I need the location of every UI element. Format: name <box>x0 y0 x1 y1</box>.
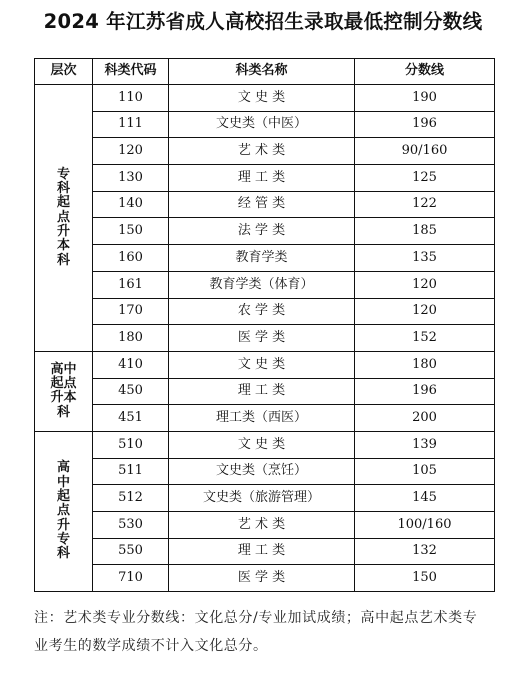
name-cell: 理 工 类 <box>169 378 355 405</box>
table-row <box>35 351 495 378</box>
table-row <box>35 138 495 165</box>
code-cell: 710 <box>93 565 169 592</box>
name-cell: 文史类（烹饪） <box>169 458 355 485</box>
score-cell: 152 <box>355 325 495 352</box>
table-row <box>35 431 495 458</box>
score-cell: 122 <box>355 191 495 218</box>
score-cell: 139 <box>355 431 495 458</box>
score-cell: 200 <box>355 405 495 432</box>
level-text-line: 点 <box>56 209 70 225</box>
score-cell: 100/160 <box>355 512 495 539</box>
name-cell: 文史类（中医） <box>169 111 355 138</box>
name-cell: 艺 术 类 <box>169 138 355 165</box>
score-cell: 125 <box>355 165 495 192</box>
name-cell: 医 学 类 <box>169 325 355 352</box>
level-text-line: 高 <box>56 460 70 476</box>
page-title: 2024 年江苏省成人高校招生录取最低控制分数线 <box>43 10 483 33</box>
score-cell: 120 <box>355 298 495 325</box>
table-row <box>35 538 495 565</box>
name-cell: 文史类（旅游管理） <box>169 485 355 512</box>
table-row <box>35 298 495 325</box>
name-cell: 理工类（西医） <box>169 405 355 432</box>
table-row <box>35 458 495 485</box>
name-cell: 教育学类 <box>169 245 355 272</box>
code-cell: 170 <box>93 298 169 325</box>
table-header-row <box>35 59 495 85</box>
code-cell: 161 <box>93 271 169 298</box>
level-text-line: 起 <box>56 195 70 211</box>
table-row <box>35 512 495 539</box>
table-row <box>35 245 495 272</box>
level-text-line: 本 <box>56 238 70 254</box>
code-cell: 110 <box>93 85 169 112</box>
score-cell: 90/160 <box>355 138 495 165</box>
header-score: 分数线 <box>355 59 495 85</box>
score-cell: 120 <box>355 271 495 298</box>
name-cell: 理 工 类 <box>169 538 355 565</box>
name-cell: 艺 术 类 <box>169 512 355 539</box>
code-cell: 160 <box>93 245 169 272</box>
score-cell: 132 <box>355 538 495 565</box>
table-row <box>35 165 495 192</box>
table-row <box>35 565 495 592</box>
name-cell: 经 管 类 <box>169 191 355 218</box>
table-row <box>35 485 495 512</box>
score-cell: 196 <box>355 111 495 138</box>
score-table <box>34 58 495 592</box>
name-cell: 文 史 类 <box>169 431 355 458</box>
code-cell: 512 <box>93 485 169 512</box>
level-text-line: 专 <box>56 166 70 182</box>
code-cell: 180 <box>93 325 169 352</box>
code-cell: 150 <box>93 218 169 245</box>
level-text-line: 升 <box>56 224 70 240</box>
level-text-line: 科 <box>56 252 70 268</box>
level-text-line: 专 <box>56 531 70 547</box>
level-text-line: 科 <box>56 404 70 420</box>
name-cell: 法 学 类 <box>169 218 355 245</box>
level-text-line: 科 <box>56 546 70 562</box>
table-row <box>35 271 495 298</box>
table-row <box>35 218 495 245</box>
level-cell <box>35 85 93 352</box>
header-level: 层次 <box>35 59 93 85</box>
level-text-line: 点 <box>56 503 70 519</box>
level-cell <box>35 351 93 431</box>
code-cell: 451 <box>93 405 169 432</box>
code-cell: 530 <box>93 512 169 539</box>
code-cell: 410 <box>93 351 169 378</box>
code-cell: 550 <box>93 538 169 565</box>
level-text-line: 科 <box>56 181 70 197</box>
footnote: 注：艺术类专业分数线：文化总分/专业加试成绩；高中起点艺术类专业考生的数学成绩不计入文化总分。 <box>34 610 478 654</box>
table-row <box>35 111 495 138</box>
name-cell: 教育学类（体育） <box>169 271 355 298</box>
score-cell: 190 <box>355 85 495 112</box>
name-cell: 医 学 类 <box>169 565 355 592</box>
table-row <box>35 85 495 112</box>
name-cell: 文 史 类 <box>169 351 355 378</box>
level-text-line: 起 <box>56 489 70 505</box>
code-cell: 510 <box>93 431 169 458</box>
score-table-body <box>35 59 495 592</box>
name-cell: 文 史 类 <box>169 85 355 112</box>
score-cell: 145 <box>355 485 495 512</box>
table-row <box>35 405 495 432</box>
level-text-line: 起点 <box>50 376 77 392</box>
score-cell: 180 <box>355 351 495 378</box>
score-cell: 105 <box>355 458 495 485</box>
score-cell: 150 <box>355 565 495 592</box>
name-cell: 农 学 类 <box>169 298 355 325</box>
table-row <box>35 191 495 218</box>
code-cell: 130 <box>93 165 169 192</box>
level-text-line: 中 <box>56 474 70 490</box>
score-cell: 185 <box>355 218 495 245</box>
code-cell: 450 <box>93 378 169 405</box>
code-cell: 120 <box>93 138 169 165</box>
table-row <box>35 325 495 352</box>
code-cell: 511 <box>93 458 169 485</box>
header-code: 科类代码 <box>93 59 169 85</box>
level-cell <box>35 431 93 591</box>
level-text-line: 高中 <box>50 361 77 377</box>
name-cell: 理 工 类 <box>169 165 355 192</box>
level-text-line: 升 <box>56 517 70 533</box>
level-text-line: 升本 <box>50 390 77 406</box>
table-row <box>35 378 495 405</box>
score-cell: 135 <box>355 245 495 272</box>
header-name: 科类名称 <box>169 59 355 85</box>
code-cell: 140 <box>93 191 169 218</box>
code-cell: 111 <box>93 111 169 138</box>
score-cell: 196 <box>355 378 495 405</box>
